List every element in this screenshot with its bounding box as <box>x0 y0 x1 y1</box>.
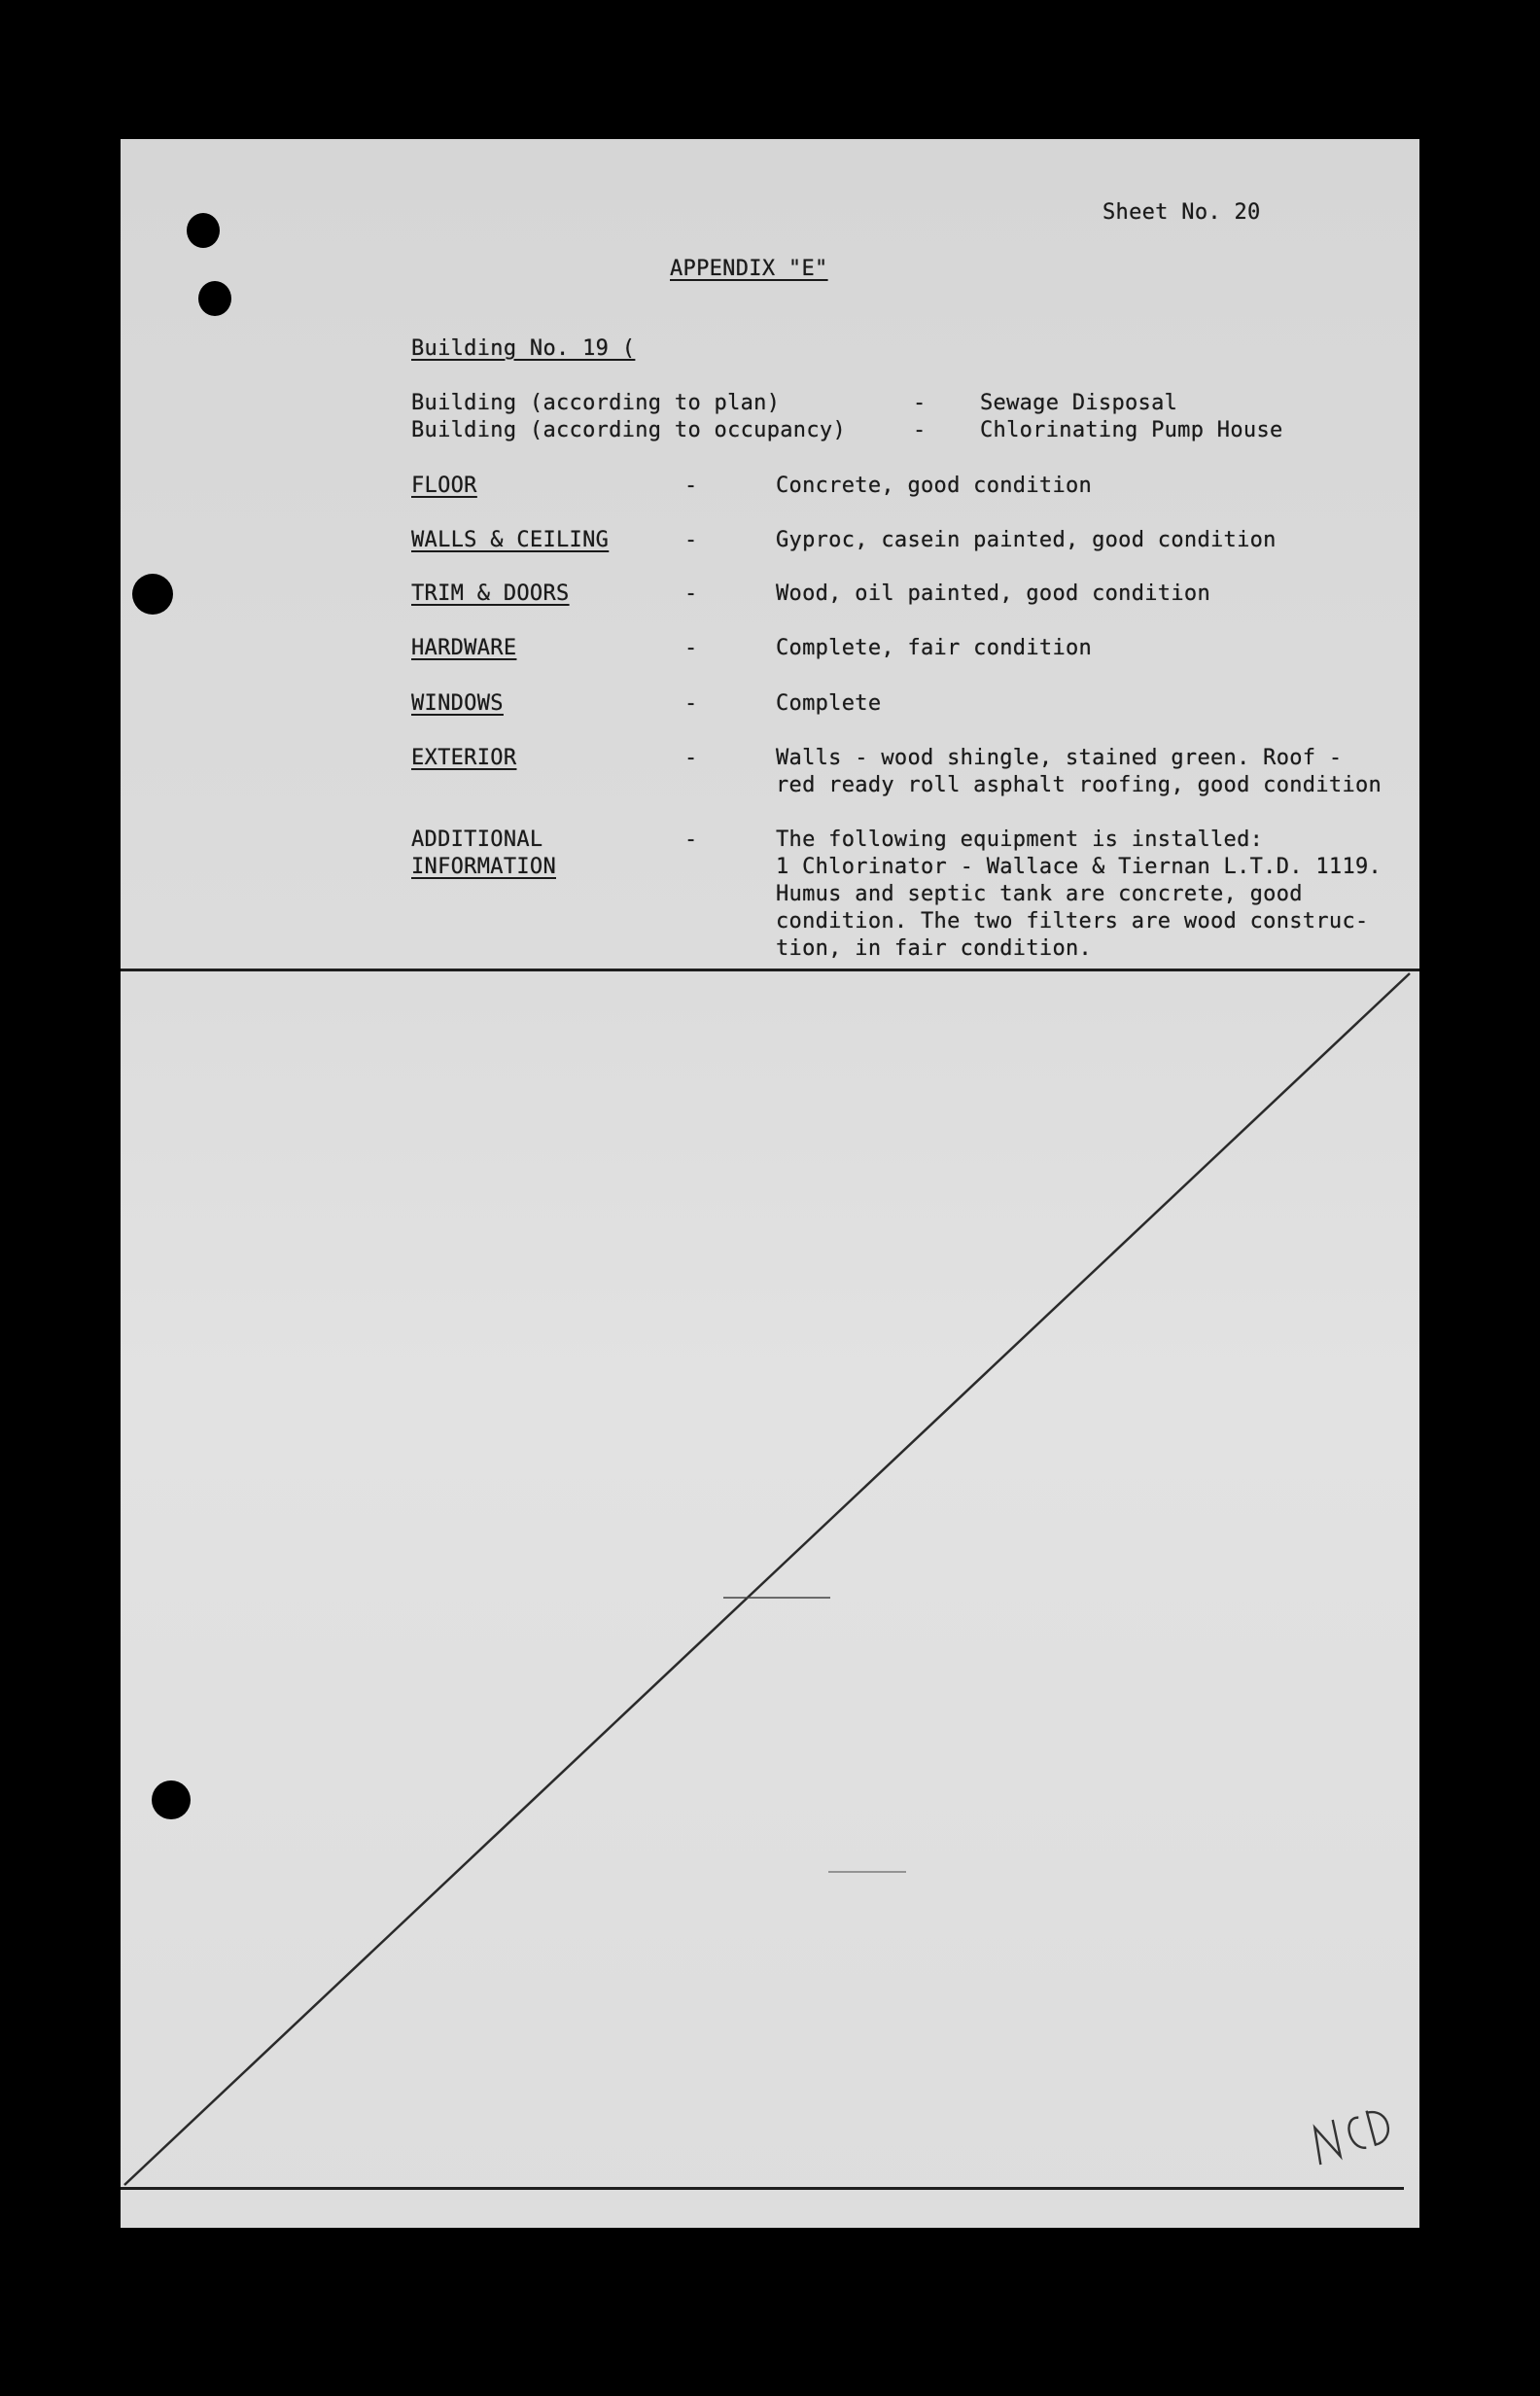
additional-line-5: tion, in fair condition. <box>776 936 1093 961</box>
additional-label-line-1: ADDITIONAL <box>411 828 543 852</box>
floor-dash: - <box>684 474 698 498</box>
building-occupancy-label: Building (according to occupancy) <box>411 418 846 442</box>
building-number: Building No. 19 ( <box>411 336 636 361</box>
building-occupancy-dash: - <box>913 418 927 442</box>
exterior-value-line-2: red ready roll asphalt roofing, good condition <box>776 773 1382 797</box>
sheet-number: Sheet No. 20 <box>1102 200 1261 225</box>
building-plan-value: Sewage Disposal <box>980 391 1178 415</box>
windows-label: WINDOWS <box>411 691 504 716</box>
additional-line-3: Humus and septic tank are concrete, good <box>776 882 1303 906</box>
exterior-value-line-1: Walls - wood shingle, stained green. Roof - <box>776 746 1343 770</box>
hardware-label: HARDWARE <box>411 636 517 660</box>
walls-ceiling-value: Gyproc, casein painted, good condition <box>776 528 1277 552</box>
handwritten-initials <box>1309 2104 1393 2165</box>
additional-line-2: 1 Chlorinator - Wallace & Tiernan L.T.D. 1119. <box>776 855 1382 879</box>
walls-ceiling-dash: - <box>684 528 698 552</box>
hardware-value: Complete, fair condition <box>776 636 1093 660</box>
trim-doors-label: TRIM & DOORS <box>411 581 570 606</box>
building-plan-dash: - <box>913 391 927 415</box>
building-occupancy-value: Chlorinating Pump House <box>980 418 1283 442</box>
windows-dash: - <box>684 691 698 716</box>
exterior-dash: - <box>684 746 698 770</box>
additional-dash: - <box>684 828 698 852</box>
exterior-label: EXTERIOR <box>411 746 517 770</box>
hardware-dash: - <box>684 636 698 660</box>
document-page <box>121 139 1419 2228</box>
appendix-title: APPENDIX "E" <box>670 257 828 281</box>
trim-doors-value: Wood, oil painted, good condition <box>776 581 1210 606</box>
diagonal-line <box>124 973 1410 2185</box>
walls-ceiling-label: WALLS & CEILING <box>411 528 610 552</box>
additional-line-4: condition. The two filters are wood construc- <box>776 909 1369 934</box>
floor-label: FLOOR <box>411 474 477 498</box>
additional-line-1: The following equipment is installed: <box>776 828 1264 852</box>
additional-label-line-2: INFORMATION <box>411 855 556 879</box>
windows-value: Complete <box>776 691 882 716</box>
trim-doors-dash: - <box>684 581 698 606</box>
cancellation-diagonal <box>121 139 1419 2228</box>
building-plan-label: Building (according to plan) <box>411 391 781 415</box>
floor-value: Concrete, good condition <box>776 474 1093 498</box>
